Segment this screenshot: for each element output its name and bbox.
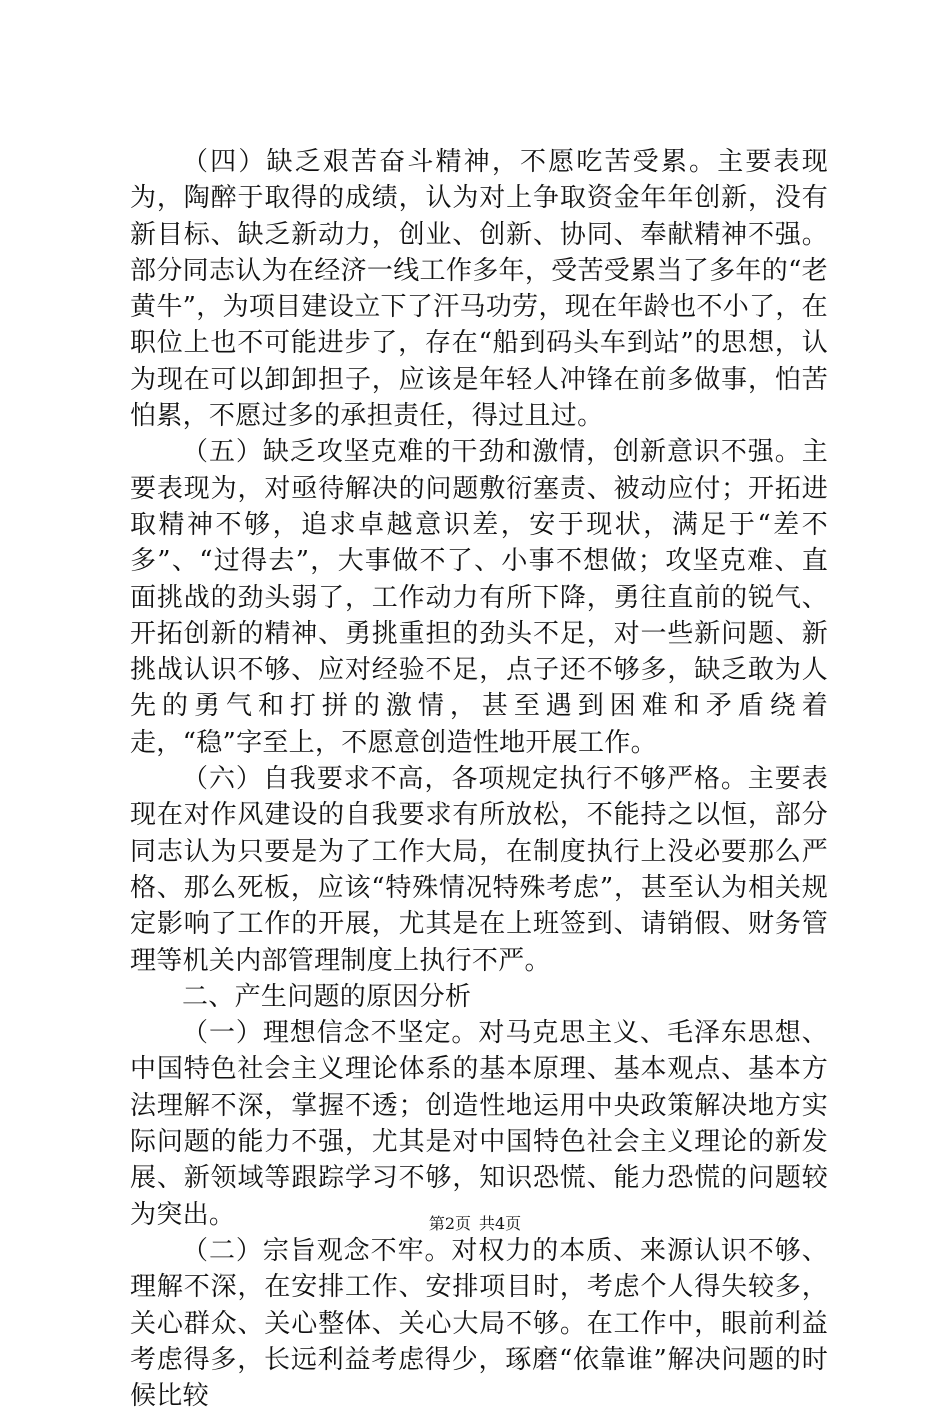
paragraph-four: （四）缺乏艰苦奋斗精神，不愿吃苦受累。主要表现为，陶醉于取得的成绩，认为对上争取资金年年创新，没有新目标、缺乏新动力，创业、创新、协同、奉献精神不强。部分同志认为在经济一线工作多年，受苦受累当了多年的“老黄牛”，为项目建设立下了汗马功劳，现在年龄也不小了，在职位上也不可能进步了，存在“船到码头车到站”的思想，认为现在可以卸卸担子，应该是年轻人冲锋在前多做事，怕苦怕累，不愿过多的承担责任，得过且过。	[130, 147, 828, 432]
section-heading-cause-analysis: 二、产生问题的原因分析	[182, 981, 472, 1012]
page-footer	[0, 1214, 950, 1234]
paragraph-six: （六）自我要求不高，各项规定执行不够严格。主要表现在对作风建设的自我要求有所放松，不能持之以恒，部分同志认为只要是为了工作大局，在制度执行上没必要那么严格、那么死板，应该“特殊情况特殊考虑”，甚至认为相关规定影响了工作的开展，尤其是在上班签到、请销假、财务管理等机关内部管理制度上执行不严。	[130, 764, 828, 976]
page-number: 第2页	[428, 1214, 471, 1233]
paragraph-cause-one: （一）理想信念不坚定。对马克思主义、毛泽东思想、中国特色社会主义理论体系的基本原理、基本观点、基本方法理解不深，掌握不透；创造性地运用中央政策解决地方实际问题的能力不强，尤其是对中国特色社会主义理论的新发展、新领域等跟踪学习不够，知识恐慌、能力恐慌的问题较为突出。	[130, 1018, 828, 1230]
page-total: 共4页	[479, 1214, 522, 1233]
paragraph-cause-two: （二）宗旨观念不牢。对权力的本质、来源认识不够、理解不深，在安排工作、安排项目时，考虑个人得失较多，关心群众、关心整体、关心大局不够。在工作中，眼前利益考虑得多，长远利益考虑得少，琢磨“依靠谁”解决问题的时候比较	[130, 1235, 828, 1412]
paragraph-five: （五）缺乏攻坚克难的干劲和激情，创新意识不强。主要表现为，对亟待解决的问题敷衍塞责、被动应付；开拓进取精神不够，追求卓越意识差，安于现状，满足于“差不多”、“过得去”，大事做不了、小事不想做；攻坚克难、直面挑战的劲头弱了，工作动力有所下降，勇往直前的锐气、开拓创新的精神、勇挑重担的劲头不足，对一些新问题、新挑战认识不够、应对经验不足，点子还不够多，缺乏敢为人先的勇气和打拼的激情，甚至遇到困难和矛盾绕着走，“稳”字至上，不愿意创造性地开展工作。	[130, 437, 828, 758]
